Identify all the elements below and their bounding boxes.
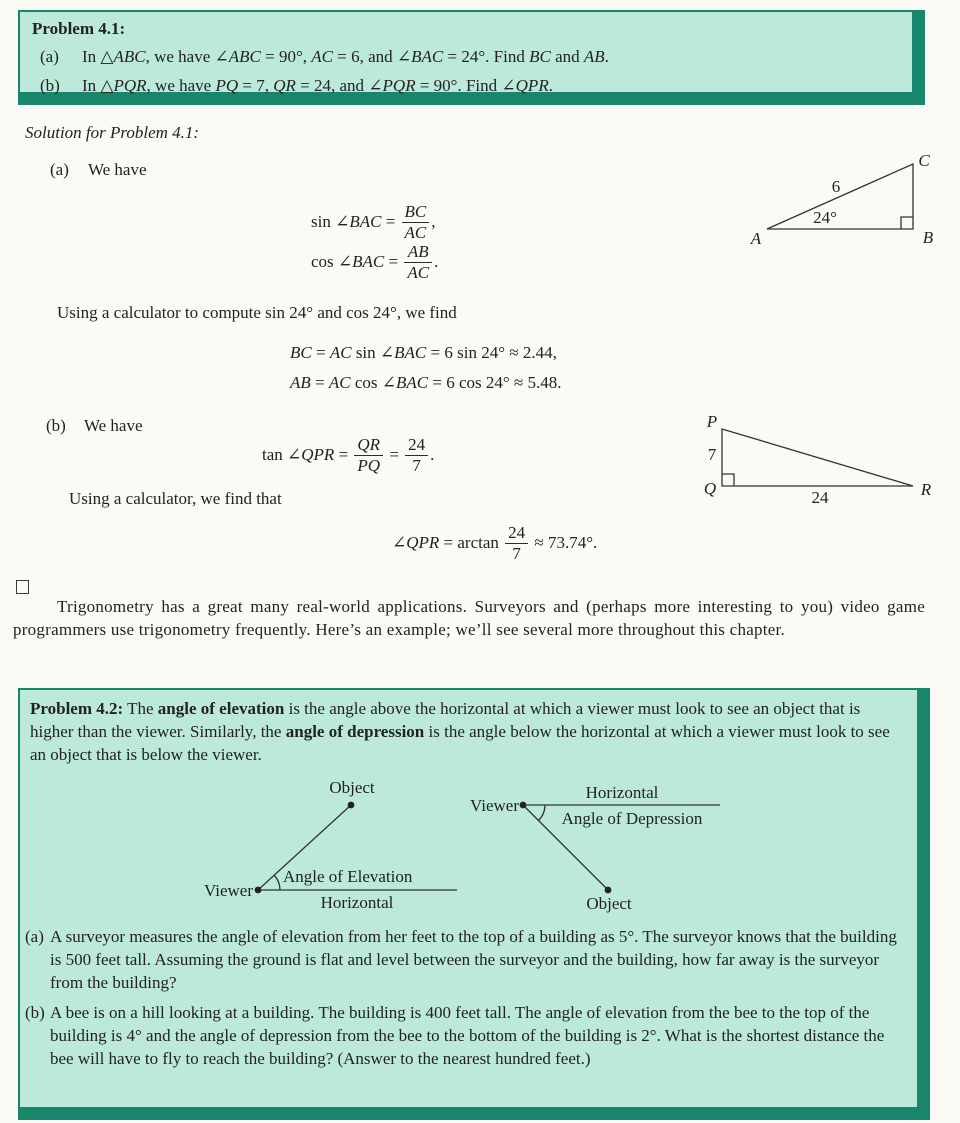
- object-dot: [348, 802, 355, 809]
- item-text: A bee is on a hill looking at a building. The building is 400 feet tall. The angle of elevation from the bee to the top of the building is 4° and the angle of depression from the bee to the bottom of the building is 2°. What is the shortest distance the bee will have to fly to reach the building? (Answer to the nearest hundred feet.): [50, 1003, 885, 1068]
- fraction-ab-ac: $\frac{AB}{AC}$: [404, 242, 432, 281]
- horizontal-label: Horizontal: [320, 893, 394, 912]
- angle-a-label: 24°: [813, 208, 837, 227]
- proof-end-marker: [16, 580, 29, 594]
- equation-lead: cos ∠BAC =: [311, 252, 403, 271]
- vertex-c-label: C: [918, 151, 930, 170]
- vertex-q-label: Q: [703, 479, 717, 498]
- hypotenuse-length-label: 6: [831, 177, 841, 196]
- intro-paragraph: Trigonometry has a great many real-world applications. Surveyors and (perhaps more interesting to you) video game programmers use trigonometry frequently. Here’s an example; we’ll see several more throughout this chapter.: [13, 597, 925, 639]
- angle-of-elevation-label: Angle of Elevation: [283, 867, 413, 886]
- vertex-b-label: B: [922, 228, 934, 247]
- equation-tan: [262, 435, 434, 475]
- triangle-pqr-outline: [722, 429, 913, 486]
- right-angle-mark: [722, 474, 734, 486]
- item-text: In △ABC, we have ∠ABC = 90°, AC = 6, and ∠BAC = 24°. Find BC and AB.: [82, 47, 609, 66]
- vertex-a-label: A: [750, 229, 762, 248]
- equation-mid: =: [385, 445, 404, 464]
- equation-tan-block: [262, 435, 434, 475]
- vertex-r-label: R: [920, 480, 932, 499]
- viewer-label: Viewer: [469, 796, 519, 815]
- fraction-qr-pq: $\frac{QR}{PQ}$: [354, 435, 383, 474]
- angle-of-depression-label: Angle of Depression: [561, 809, 703, 828]
- equation-lead: sin ∠BAC =: [311, 212, 400, 231]
- equation-sin-cos-block: [311, 202, 438, 282]
- problem-4-1-box: [18, 10, 925, 105]
- item-label: (a): [40, 47, 59, 66]
- item-text: A surveyor measures the angle of elevation from her feet to the top of a building as 5°. The surveyor knows that the building is 500 feet tall. Assuming the ground is flat and level between the surveyor and the building, how far away is the surveyor from the building?: [50, 927, 897, 992]
- item-label: (b): [25, 1003, 45, 1022]
- problem-4-1-item-a: [20, 45, 912, 69]
- equation-bc-result: BC = AC sin ∠BAC = 6 sin 24° ≈ 2.44,: [290, 343, 557, 362]
- angle-diagrams-svg: [20, 768, 900, 920]
- equation-arctan-block: [392, 523, 597, 563]
- equation-trail: .: [434, 252, 439, 271]
- problem-4-1-title: Problem 4.1:: [32, 19, 126, 38]
- problem-4-1-item-b: [20, 74, 912, 98]
- item-label: (a): [25, 927, 44, 946]
- part-label: (b): [46, 416, 66, 435]
- solution-heading: Solution for Problem 4.1:: [25, 123, 200, 142]
- triangle-abc-outline: [767, 164, 913, 229]
- fraction-bc-ac: $\frac{BC}{AC}$: [402, 202, 430, 241]
- angle-of-depression-diagram: [470, 783, 720, 913]
- part-label: (a): [50, 160, 69, 179]
- equation-arctan: [392, 523, 597, 563]
- triangle-abc-diagram: [742, 142, 942, 254]
- right-angle-mark: [901, 217, 913, 229]
- viewer-dot: [255, 887, 262, 894]
- problem-4-2-box: [18, 688, 930, 1120]
- fraction-24-7: $\frac{24}{7}$: [505, 523, 528, 562]
- equation-trail: ≈ 73.74°.: [530, 533, 598, 552]
- intro-text: We have: [87, 160, 147, 179]
- equation-ab-result: AB = AC cos ∠BAC = 6 cos 24° ≈ 5.48.: [290, 373, 562, 392]
- horizontal-label: Horizontal: [585, 783, 659, 802]
- equation-sin: [311, 202, 438, 242]
- equation-lead: tan ∠QPR =: [262, 445, 353, 464]
- object-label: Object: [586, 894, 632, 913]
- problem-4-2-intro: The angle of elevation is the angle above the horizontal at which a viewer must look to see an object that is higher than the viewer. Similarly, the angle of depression is the angle below the horizontal at which a viewer must look to see an object that is below the viewer.: [30, 699, 890, 764]
- angle-arc: [539, 805, 546, 821]
- vertex-p-label: P: [706, 412, 718, 431]
- equation-cos: [311, 242, 438, 282]
- calc-sentence-b: Using a calculator, we find that: [69, 489, 282, 508]
- solution-part-a-intro: [50, 158, 147, 182]
- problem-4-2-statement: [20, 690, 917, 766]
- equation-lead: ∠QPR = arctan: [392, 533, 504, 552]
- item-text: In △PQR, we have PQ = 7, QR = 24, and ∠PQR = 90°. Find ∠QPR.: [82, 76, 553, 95]
- viewer-label: Viewer: [203, 881, 253, 900]
- intro-text: We have: [83, 416, 143, 435]
- side-qr-label: 24: [811, 488, 829, 507]
- problem-4-2-title: Problem 4.2:: [30, 699, 124, 718]
- triangle-pqr-diagram: [690, 404, 940, 508]
- item-label: (b): [40, 76, 60, 95]
- problem-4-2-item-a: [20, 925, 917, 994]
- viewer-dot: [520, 802, 527, 809]
- object-dot: [605, 887, 612, 894]
- equation-trail: ,: [431, 212, 436, 231]
- equation-trail: .: [430, 445, 435, 464]
- solution-part-b-intro: [46, 414, 143, 438]
- elevation-depression-diagrams: [20, 766, 917, 918]
- object-label: Object: [329, 778, 375, 797]
- angle-of-elevation-diagram: [204, 778, 457, 912]
- side-pq-label: 7: [707, 445, 717, 464]
- problem-4-2-item-b: [20, 1001, 917, 1070]
- fraction-24-7: $\frac{24}{7}$: [405, 435, 428, 474]
- calc-sentence-a: Using a calculator to compute sin 24° and cos 24°, we find: [57, 303, 457, 322]
- angle-arc: [274, 875, 280, 890]
